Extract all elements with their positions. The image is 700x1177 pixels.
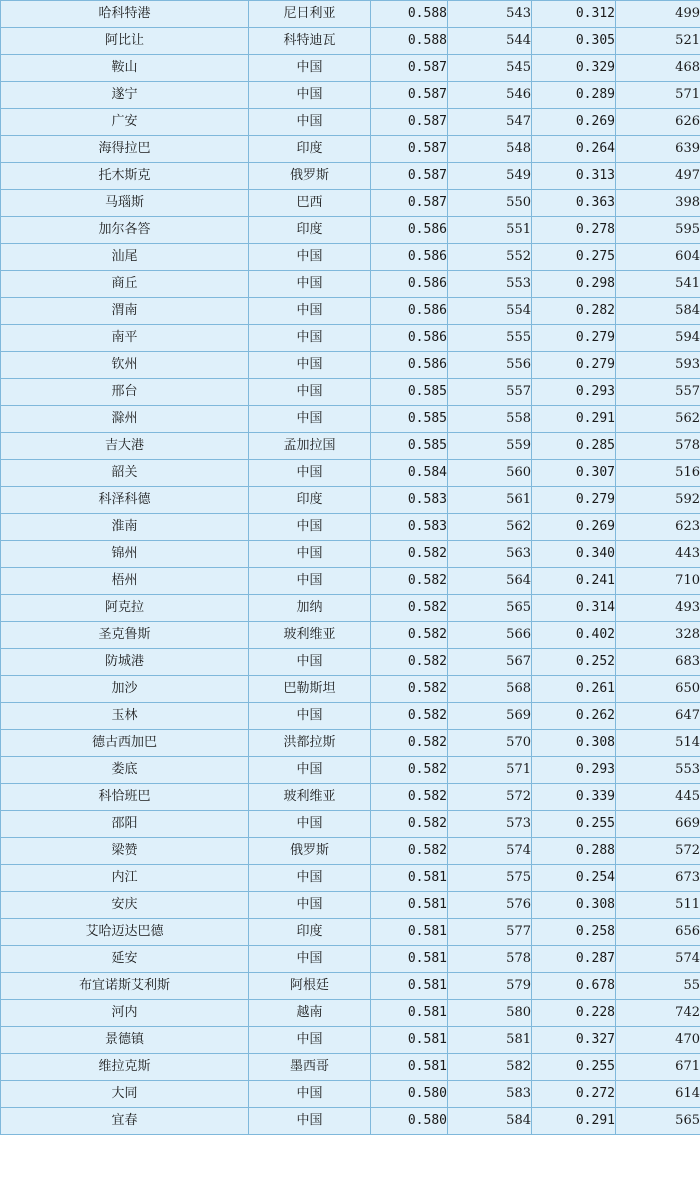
rank-cell: 551 xyxy=(448,217,532,244)
city-cell: 滁州 xyxy=(1,406,249,433)
table-row xyxy=(1,298,700,325)
country-cell: 中国 xyxy=(249,946,371,973)
sub-rank-cell: 565 xyxy=(616,1108,700,1135)
country-cell: 墨西哥 xyxy=(249,1054,371,1081)
score-cell: 0.582 xyxy=(371,595,448,622)
score-cell: 0.581 xyxy=(371,1054,448,1081)
score-cell: 0.580 xyxy=(371,1108,448,1135)
score-cell: 0.581 xyxy=(371,1000,448,1027)
sub-score-cell: 0.327 xyxy=(532,1027,616,1054)
city-cell: 遂宁 xyxy=(1,82,249,109)
city-cell: 淮南 xyxy=(1,514,249,541)
rank-cell: 577 xyxy=(448,919,532,946)
table-row xyxy=(1,163,700,190)
score-cell: 0.587 xyxy=(371,55,448,82)
city-cell: 德古西加巴 xyxy=(1,730,249,757)
city-cell: 科泽科德 xyxy=(1,487,249,514)
sub-rank-cell: 572 xyxy=(616,838,700,865)
sub-score-cell: 0.339 xyxy=(532,784,616,811)
sub-rank-cell: 511 xyxy=(616,892,700,919)
score-cell: 0.587 xyxy=(371,109,448,136)
score-cell: 0.587 xyxy=(371,190,448,217)
city-cell: 梁赞 xyxy=(1,838,249,865)
table-row xyxy=(1,433,700,460)
score-cell: 0.587 xyxy=(371,82,448,109)
rank-cell: 572 xyxy=(448,784,532,811)
country-cell: 加纳 xyxy=(249,595,371,622)
score-cell: 0.582 xyxy=(371,757,448,784)
score-cell: 0.582 xyxy=(371,649,448,676)
sub-score-cell: 0.264 xyxy=(532,136,616,163)
score-cell: 0.581 xyxy=(371,865,448,892)
sub-score-cell: 0.252 xyxy=(532,649,616,676)
city-cell: 大同 xyxy=(1,1081,249,1108)
table-row xyxy=(1,1000,700,1027)
table-row xyxy=(1,730,700,757)
table-row xyxy=(1,1,700,28)
sub-score-cell: 0.275 xyxy=(532,244,616,271)
rank-cell: 559 xyxy=(448,433,532,460)
sub-score-cell: 0.314 xyxy=(532,595,616,622)
country-cell: 中国 xyxy=(249,1081,371,1108)
sub-score-cell: 0.291 xyxy=(532,406,616,433)
score-cell: 0.586 xyxy=(371,271,448,298)
rank-cell: 580 xyxy=(448,1000,532,1027)
sub-score-cell: 0.291 xyxy=(532,1108,616,1135)
table-row xyxy=(1,1108,700,1135)
sub-score-cell: 0.308 xyxy=(532,730,616,757)
sub-rank-cell: 562 xyxy=(616,406,700,433)
sub-score-cell: 0.307 xyxy=(532,460,616,487)
score-cell: 0.581 xyxy=(371,946,448,973)
score-cell: 0.582 xyxy=(371,730,448,757)
sub-rank-cell: 650 xyxy=(616,676,700,703)
city-cell: 阿克拉 xyxy=(1,595,249,622)
sub-score-cell: 0.313 xyxy=(532,163,616,190)
table-row xyxy=(1,460,700,487)
score-cell: 0.585 xyxy=(371,379,448,406)
country-cell: 中国 xyxy=(249,892,371,919)
sub-score-cell: 0.228 xyxy=(532,1000,616,1027)
sub-score-cell: 0.285 xyxy=(532,433,616,460)
sub-rank-cell: 445 xyxy=(616,784,700,811)
country-cell: 中国 xyxy=(249,1108,371,1135)
country-cell: 中国 xyxy=(249,55,371,82)
sub-rank-cell: 656 xyxy=(616,919,700,946)
sub-score-cell: 0.293 xyxy=(532,379,616,406)
rank-cell: 550 xyxy=(448,190,532,217)
city-cell: 鞍山 xyxy=(1,55,249,82)
table-row xyxy=(1,82,700,109)
table-row xyxy=(1,271,700,298)
sub-score-cell: 0.293 xyxy=(532,757,616,784)
country-cell: 印度 xyxy=(249,217,371,244)
score-cell: 0.586 xyxy=(371,352,448,379)
sub-score-cell: 0.402 xyxy=(532,622,616,649)
rank-cell: 575 xyxy=(448,865,532,892)
country-cell: 中国 xyxy=(249,757,371,784)
sub-score-cell: 0.279 xyxy=(532,487,616,514)
table-row xyxy=(1,55,700,82)
table-row xyxy=(1,676,700,703)
rank-cell: 573 xyxy=(448,811,532,838)
city-cell: 河内 xyxy=(1,1000,249,1027)
city-cell: 宜春 xyxy=(1,1108,249,1135)
sub-score-cell: 0.282 xyxy=(532,298,616,325)
country-cell: 中国 xyxy=(249,541,371,568)
table-row xyxy=(1,379,700,406)
score-cell: 0.587 xyxy=(371,136,448,163)
score-cell: 0.583 xyxy=(371,487,448,514)
rank-cell: 546 xyxy=(448,82,532,109)
city-cell: 阿比让 xyxy=(1,28,249,55)
sub-rank-cell: 669 xyxy=(616,811,700,838)
country-cell: 俄罗斯 xyxy=(249,838,371,865)
city-cell: 广安 xyxy=(1,109,249,136)
table-row xyxy=(1,1081,700,1108)
score-cell: 0.584 xyxy=(371,460,448,487)
table-row xyxy=(1,352,700,379)
country-cell: 中国 xyxy=(249,82,371,109)
city-cell: 钦州 xyxy=(1,352,249,379)
table-row xyxy=(1,217,700,244)
sub-rank-cell: 683 xyxy=(616,649,700,676)
score-cell: 0.580 xyxy=(371,1081,448,1108)
city-cell: 娄底 xyxy=(1,757,249,784)
country-cell: 中国 xyxy=(249,649,371,676)
country-cell: 越南 xyxy=(249,1000,371,1027)
score-cell: 0.583 xyxy=(371,514,448,541)
city-cell: 科恰班巴 xyxy=(1,784,249,811)
city-cell: 哈科特港 xyxy=(1,1,249,28)
country-cell: 印度 xyxy=(249,136,371,163)
table-body xyxy=(1,1,700,1135)
table-row xyxy=(1,811,700,838)
sub-rank-cell: 626 xyxy=(616,109,700,136)
city-cell: 锦州 xyxy=(1,541,249,568)
score-cell: 0.586 xyxy=(371,244,448,271)
sub-rank-cell: 593 xyxy=(616,352,700,379)
city-cell: 加尔各答 xyxy=(1,217,249,244)
sub-rank-cell: 328 xyxy=(616,622,700,649)
score-cell: 0.588 xyxy=(371,1,448,28)
sub-rank-cell: 584 xyxy=(616,298,700,325)
city-cell: 布宜诺斯艾利斯 xyxy=(1,973,249,1000)
score-cell: 0.587 xyxy=(371,163,448,190)
table-row xyxy=(1,838,700,865)
score-cell: 0.582 xyxy=(371,568,448,595)
sub-rank-cell: 553 xyxy=(616,757,700,784)
score-cell: 0.582 xyxy=(371,541,448,568)
table-row xyxy=(1,595,700,622)
table-row xyxy=(1,919,700,946)
table-row xyxy=(1,1054,700,1081)
sub-score-cell: 0.678 xyxy=(532,973,616,1000)
rank-cell: 547 xyxy=(448,109,532,136)
sub-score-cell: 0.287 xyxy=(532,946,616,973)
city-cell: 南平 xyxy=(1,325,249,352)
sub-rank-cell: 614 xyxy=(616,1081,700,1108)
rank-cell: 563 xyxy=(448,541,532,568)
table-row xyxy=(1,703,700,730)
sub-score-cell: 0.308 xyxy=(532,892,616,919)
country-cell: 俄罗斯 xyxy=(249,163,371,190)
sub-rank-cell: 578 xyxy=(616,433,700,460)
score-cell: 0.582 xyxy=(371,784,448,811)
country-cell: 中国 xyxy=(249,703,371,730)
sub-rank-cell: 514 xyxy=(616,730,700,757)
country-cell: 中国 xyxy=(249,271,371,298)
table-row xyxy=(1,190,700,217)
country-cell: 中国 xyxy=(249,1027,371,1054)
city-cell: 圣克鲁斯 xyxy=(1,622,249,649)
table-row xyxy=(1,649,700,676)
sub-rank-cell: 647 xyxy=(616,703,700,730)
rank-cell: 544 xyxy=(448,28,532,55)
sub-score-cell: 0.258 xyxy=(532,919,616,946)
table-row xyxy=(1,784,700,811)
sub-score-cell: 0.305 xyxy=(532,28,616,55)
sub-score-cell: 0.312 xyxy=(532,1,616,28)
rank-cell: 582 xyxy=(448,1054,532,1081)
sub-score-cell: 0.289 xyxy=(532,82,616,109)
rank-cell: 570 xyxy=(448,730,532,757)
table-row xyxy=(1,109,700,136)
sub-rank-cell: 521 xyxy=(616,28,700,55)
table-row xyxy=(1,28,700,55)
rank-cell: 579 xyxy=(448,973,532,1000)
table-row xyxy=(1,946,700,973)
country-cell: 中国 xyxy=(249,379,371,406)
sub-rank-cell: 604 xyxy=(616,244,700,271)
rank-cell: 543 xyxy=(448,1,532,28)
table-row xyxy=(1,406,700,433)
country-cell: 巴勒斯坦 xyxy=(249,676,371,703)
sub-score-cell: 0.340 xyxy=(532,541,616,568)
sub-rank-cell: 468 xyxy=(616,55,700,82)
sub-rank-cell: 671 xyxy=(616,1054,700,1081)
table-row xyxy=(1,757,700,784)
country-cell: 中国 xyxy=(249,352,371,379)
city-cell: 马瑙斯 xyxy=(1,190,249,217)
sub-rank-cell: 493 xyxy=(616,595,700,622)
sub-rank-cell: 574 xyxy=(616,946,700,973)
score-cell: 0.585 xyxy=(371,433,448,460)
rank-cell: 576 xyxy=(448,892,532,919)
city-cell: 渭南 xyxy=(1,298,249,325)
score-cell: 0.581 xyxy=(371,1027,448,1054)
country-cell: 玻利维亚 xyxy=(249,622,371,649)
sub-score-cell: 0.279 xyxy=(532,325,616,352)
score-cell: 0.582 xyxy=(371,622,448,649)
country-cell: 中国 xyxy=(249,325,371,352)
table-row xyxy=(1,541,700,568)
rank-cell: 565 xyxy=(448,595,532,622)
table-row xyxy=(1,514,700,541)
score-cell: 0.582 xyxy=(371,838,448,865)
country-cell: 中国 xyxy=(249,568,371,595)
rank-cell: 560 xyxy=(448,460,532,487)
table-row xyxy=(1,865,700,892)
city-cell: 安庆 xyxy=(1,892,249,919)
sub-rank-cell: 639 xyxy=(616,136,700,163)
table-row xyxy=(1,568,700,595)
country-cell: 中国 xyxy=(249,865,371,892)
sub-rank-cell: 398 xyxy=(616,190,700,217)
rank-cell: 584 xyxy=(448,1108,532,1135)
table-row xyxy=(1,244,700,271)
sub-rank-cell: 499 xyxy=(616,1,700,28)
sub-rank-cell: 55 xyxy=(616,973,700,1000)
sub-rank-cell: 595 xyxy=(616,217,700,244)
sub-rank-cell: 742 xyxy=(616,1000,700,1027)
rank-cell: 561 xyxy=(448,487,532,514)
rank-cell: 581 xyxy=(448,1027,532,1054)
city-cell: 景德镇 xyxy=(1,1027,249,1054)
city-cell: 延安 xyxy=(1,946,249,973)
city-cell: 海得拉巴 xyxy=(1,136,249,163)
city-cell: 内江 xyxy=(1,865,249,892)
city-cell: 商丘 xyxy=(1,271,249,298)
sub-score-cell: 0.329 xyxy=(532,55,616,82)
sub-rank-cell: 516 xyxy=(616,460,700,487)
sub-score-cell: 0.288 xyxy=(532,838,616,865)
sub-score-cell: 0.262 xyxy=(532,703,616,730)
rank-cell: 555 xyxy=(448,325,532,352)
country-cell: 中国 xyxy=(249,109,371,136)
rank-cell: 566 xyxy=(448,622,532,649)
sub-score-cell: 0.272 xyxy=(532,1081,616,1108)
country-cell: 洪都拉斯 xyxy=(249,730,371,757)
table-row xyxy=(1,325,700,352)
rank-cell: 552 xyxy=(448,244,532,271)
sub-rank-cell: 592 xyxy=(616,487,700,514)
rank-cell: 564 xyxy=(448,568,532,595)
table-row xyxy=(1,1027,700,1054)
country-cell: 印度 xyxy=(249,487,371,514)
city-cell: 玉林 xyxy=(1,703,249,730)
sub-rank-cell: 541 xyxy=(616,271,700,298)
score-cell: 0.586 xyxy=(371,325,448,352)
city-cell: 邢台 xyxy=(1,379,249,406)
sub-rank-cell: 443 xyxy=(616,541,700,568)
rank-cell: 553 xyxy=(448,271,532,298)
sub-score-cell: 0.279 xyxy=(532,352,616,379)
sub-score-cell: 0.298 xyxy=(532,271,616,298)
score-cell: 0.581 xyxy=(371,919,448,946)
sub-score-cell: 0.278 xyxy=(532,217,616,244)
score-cell: 0.586 xyxy=(371,217,448,244)
sub-score-cell: 0.363 xyxy=(532,190,616,217)
table-row xyxy=(1,973,700,1000)
city-cell: 艾哈迈达巴德 xyxy=(1,919,249,946)
sub-rank-cell: 571 xyxy=(616,82,700,109)
city-cell: 托木斯克 xyxy=(1,163,249,190)
city-cell: 汕尾 xyxy=(1,244,249,271)
rank-cell: 549 xyxy=(448,163,532,190)
sub-rank-cell: 710 xyxy=(616,568,700,595)
city-cell: 加沙 xyxy=(1,676,249,703)
country-cell: 中国 xyxy=(249,298,371,325)
sub-score-cell: 0.269 xyxy=(532,514,616,541)
country-cell: 尼日利亚 xyxy=(249,1,371,28)
score-cell: 0.582 xyxy=(371,811,448,838)
country-cell: 玻利维亚 xyxy=(249,784,371,811)
rank-cell: 578 xyxy=(448,946,532,973)
city-cell: 梧州 xyxy=(1,568,249,595)
sub-score-cell: 0.261 xyxy=(532,676,616,703)
country-cell: 中国 xyxy=(249,514,371,541)
rank-cell: 567 xyxy=(448,649,532,676)
table-row xyxy=(1,487,700,514)
sub-score-cell: 0.255 xyxy=(532,1054,616,1081)
score-cell: 0.585 xyxy=(371,406,448,433)
score-cell: 0.581 xyxy=(371,892,448,919)
table-row xyxy=(1,622,700,649)
rank-cell: 554 xyxy=(448,298,532,325)
score-cell: 0.586 xyxy=(371,298,448,325)
score-cell: 0.581 xyxy=(371,973,448,1000)
sub-score-cell: 0.255 xyxy=(532,811,616,838)
sub-rank-cell: 673 xyxy=(616,865,700,892)
rank-cell: 571 xyxy=(448,757,532,784)
rank-cell: 557 xyxy=(448,379,532,406)
country-cell: 孟加拉国 xyxy=(249,433,371,460)
city-cell: 维拉克斯 xyxy=(1,1054,249,1081)
rank-cell: 548 xyxy=(448,136,532,163)
rank-cell: 545 xyxy=(448,55,532,82)
rank-cell: 568 xyxy=(448,676,532,703)
rank-cell: 556 xyxy=(448,352,532,379)
table-row xyxy=(1,136,700,163)
country-cell: 中国 xyxy=(249,406,371,433)
score-cell: 0.588 xyxy=(371,28,448,55)
country-cell: 阿根廷 xyxy=(249,973,371,1000)
country-cell: 中国 xyxy=(249,244,371,271)
rank-cell: 583 xyxy=(448,1081,532,1108)
sub-score-cell: 0.269 xyxy=(532,109,616,136)
country-cell: 中国 xyxy=(249,811,371,838)
country-cell: 科特迪瓦 xyxy=(249,28,371,55)
sub-rank-cell: 594 xyxy=(616,325,700,352)
score-cell: 0.582 xyxy=(371,703,448,730)
rank-cell: 562 xyxy=(448,514,532,541)
sub-rank-cell: 623 xyxy=(616,514,700,541)
sub-score-cell: 0.241 xyxy=(532,568,616,595)
score-cell: 0.582 xyxy=(371,676,448,703)
city-cell: 吉大港 xyxy=(1,433,249,460)
country-cell: 巴西 xyxy=(249,190,371,217)
city-cell: 防城港 xyxy=(1,649,249,676)
country-cell: 印度 xyxy=(249,919,371,946)
rank-cell: 569 xyxy=(448,703,532,730)
rank-cell: 574 xyxy=(448,838,532,865)
city-cell: 邵阳 xyxy=(1,811,249,838)
sub-rank-cell: 497 xyxy=(616,163,700,190)
sub-rank-cell: 557 xyxy=(616,379,700,406)
rank-cell: 558 xyxy=(448,406,532,433)
city-cell: 韶关 xyxy=(1,460,249,487)
country-cell: 中国 xyxy=(249,460,371,487)
sub-score-cell: 0.254 xyxy=(532,865,616,892)
sub-rank-cell: 470 xyxy=(616,1027,700,1054)
table-row xyxy=(1,892,700,919)
